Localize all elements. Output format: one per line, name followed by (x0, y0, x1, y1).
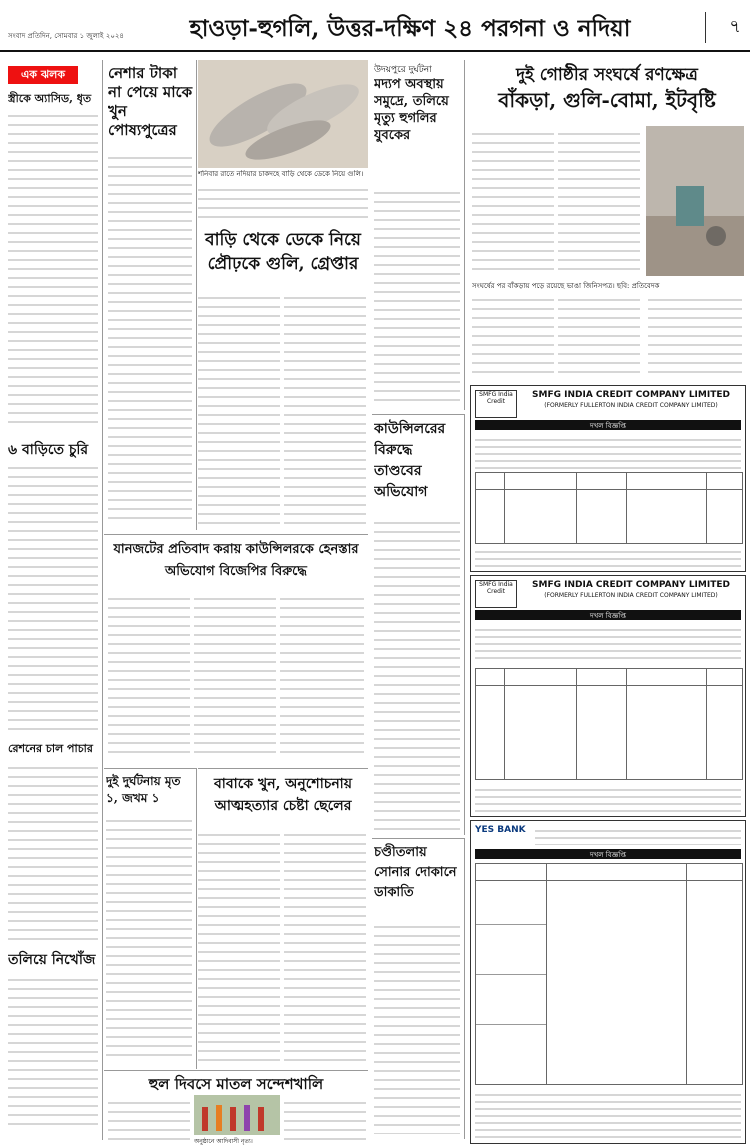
story-hul (104, 1070, 368, 1146)
story-father-headline: বাবাকে খুন, অনুশোচনায় আত্মহত্যার চেষ্টা ছেলের (214, 776, 352, 814)
photo-caption: শনিবার রাতে নদিয়ার চাকদহে বাড়ি থেকে ডেকে নিয়ে গুলি। (198, 170, 364, 178)
fish-photo-icon (198, 60, 368, 168)
story-councillor-traffic-body (194, 591, 276, 759)
page-number: ৭ (705, 12, 741, 43)
ad-table (475, 863, 743, 1085)
ad-logo: SMFG India Credit (475, 580, 517, 608)
ad-subtitle: (FORMERLY FULLERTON INDIA CREDIT COMPANY LIMITED) (544, 592, 718, 599)
story-two-accidents-body (106, 813, 192, 1063)
ad-body (475, 434, 741, 469)
ad-company: SMFG INDIA CREDIT COMPANY LIMITED (532, 390, 730, 400)
story-shot (198, 228, 368, 528)
story-shot-body (198, 290, 280, 525)
story-clash-body (472, 126, 554, 276)
legal-notice-ad (470, 820, 746, 1144)
brief-body (8, 760, 98, 940)
brief-body (8, 108, 98, 428)
story-jewellery (372, 838, 465, 1139)
story-hul-headline: হুল দিবসে মাতল সন্দেশখালি (148, 1075, 324, 1093)
ad-table (475, 668, 743, 780)
ad-body (535, 825, 741, 845)
story-jewellery-headline: চণ্ডীতলায় সোনার দোকানে ডাকাতি (374, 845, 457, 900)
story-shot-headline: বাড়ি থেকে ডেকে নিয়ে প্রৌঢ়কে গুলি, গ্রেপ্তার (205, 230, 361, 274)
ad-company: SMFG INDIA CREDIT COMPANY LIMITED (532, 580, 730, 590)
masthead (0, 0, 750, 52)
photo-caption-body (198, 182, 368, 222)
story-councillor-traffic-headline: যানজটের প্রতিবাদ করায় কাউন্সিলরকে হেনস্তার অভিযোগ বিজেপির বিরুদ্ধে (113, 542, 359, 579)
ad-footer (475, 1089, 741, 1139)
story-sea-kicker: উদয়পুরে দুর্ঘটনা (374, 65, 432, 75)
story-father-body (198, 827, 280, 1063)
briefs-column (4, 60, 103, 1140)
story-clash-headline-top: দুই গোষ্ঠীর সংঘর্ষে রণক্ষেত্র (516, 65, 698, 85)
story-hul-body (108, 1095, 190, 1143)
story-councillor-oppression (372, 414, 465, 835)
story-drug-headline: নেশার টাকা না পেয়ে মাকে খুন পোষ্যপুত্রের (108, 64, 193, 139)
story-clash (468, 60, 746, 380)
story-jewellery-body (374, 919, 460, 1134)
briefs-tag: এক ঝলক (8, 66, 78, 84)
ad-logo: YES BANK (475, 825, 526, 835)
story-sea-body (374, 185, 460, 407)
clash-scene-icon (646, 126, 744, 276)
story-sea (372, 60, 465, 410)
story-father (198, 768, 368, 1069)
brief-body (8, 972, 98, 1132)
story-clash-body (558, 292, 640, 376)
story-clash-body (472, 292, 554, 376)
masthead-meta: সংবাদ প্রতিদিন, সোমবার ১ জুলাই ২০২৪ (8, 32, 124, 40)
story-drug (104, 60, 197, 530)
dance-photo-icon (194, 1095, 280, 1135)
story-councillor-oppression-body (374, 515, 460, 830)
news-photo (198, 60, 368, 168)
clash-photo (646, 126, 744, 276)
legal-notice-ad (470, 575, 746, 817)
hul-photo (194, 1095, 280, 1135)
ad-logo: SMFG India Credit (475, 390, 517, 418)
ad-notice-bar: দখল বিজ্ঞপ্তি (475, 610, 741, 620)
ad-footer (475, 546, 741, 568)
story-shot-body (284, 290, 366, 525)
story-councillor-traffic-body (108, 591, 190, 759)
legal-notice-ad (470, 385, 746, 572)
clash-photo-caption: সংঘর্ষের পর বাঁকড়ায় পড়ে রয়েছে ভাঙা জিনিসপত্র। ছবি: প্রতিবেদক (472, 282, 660, 290)
story-councillor-traffic (104, 534, 368, 765)
ad-subtitle: (FORMERLY FULLERTON INDIA CREDIT COMPANY LIMITED) (544, 402, 718, 409)
brief-body (8, 460, 98, 730)
story-sea-headline: মদ্যপ অবস্থায় সমুদ্রে, তলিয়ে মৃত্যু হুগলির যুবকের (374, 77, 449, 143)
ad-footer (475, 784, 741, 812)
story-clash-body (648, 292, 742, 376)
ad-notice-bar: দখল বিজ্ঞপ্তি (475, 849, 741, 859)
ad-notice-bar: দখল বিজ্ঞপ্তি (475, 420, 741, 430)
story-two-accidents (104, 768, 197, 1069)
ad-table (475, 472, 743, 544)
ad-body (475, 624, 741, 664)
story-hul-body (284, 1095, 366, 1143)
story-councillor-oppression-headline: কাউন্সিলরের বিরুদ্ধে তাণ্ডবের অভিযোগ (374, 421, 446, 500)
brief-headline: তলিয়ে নিখোঁজ (8, 952, 96, 968)
hul-photo-caption: অনুষ্ঠানে আদিবাসী নৃত্য। (194, 1138, 253, 1145)
story-councillor-traffic-body (280, 591, 364, 759)
masthead-title: হাওড়া-হুগলি, উত্তর-দক্ষিণ ২৪ পরগনা ও নদিয়া (189, 15, 631, 42)
story-clash-body (558, 126, 640, 276)
brief-headline: রেশনের চাল পাচার (8, 742, 93, 755)
story-father-body (284, 827, 366, 1063)
story-two-accidents-headline: দুই দুর্ঘটনায় মৃত ১, জখম ১ (106, 774, 181, 805)
story-clash-headline-main: বাঁকড়া, গুলি-বোমা, ইটবৃষ্টি (498, 88, 716, 112)
brief-headline: ৬ বাড়িতে চুরি (8, 442, 89, 458)
brief-headline: স্ত্রীকে অ্যাসিড, ধৃত (8, 92, 92, 105)
story-drug-body (108, 150, 192, 525)
